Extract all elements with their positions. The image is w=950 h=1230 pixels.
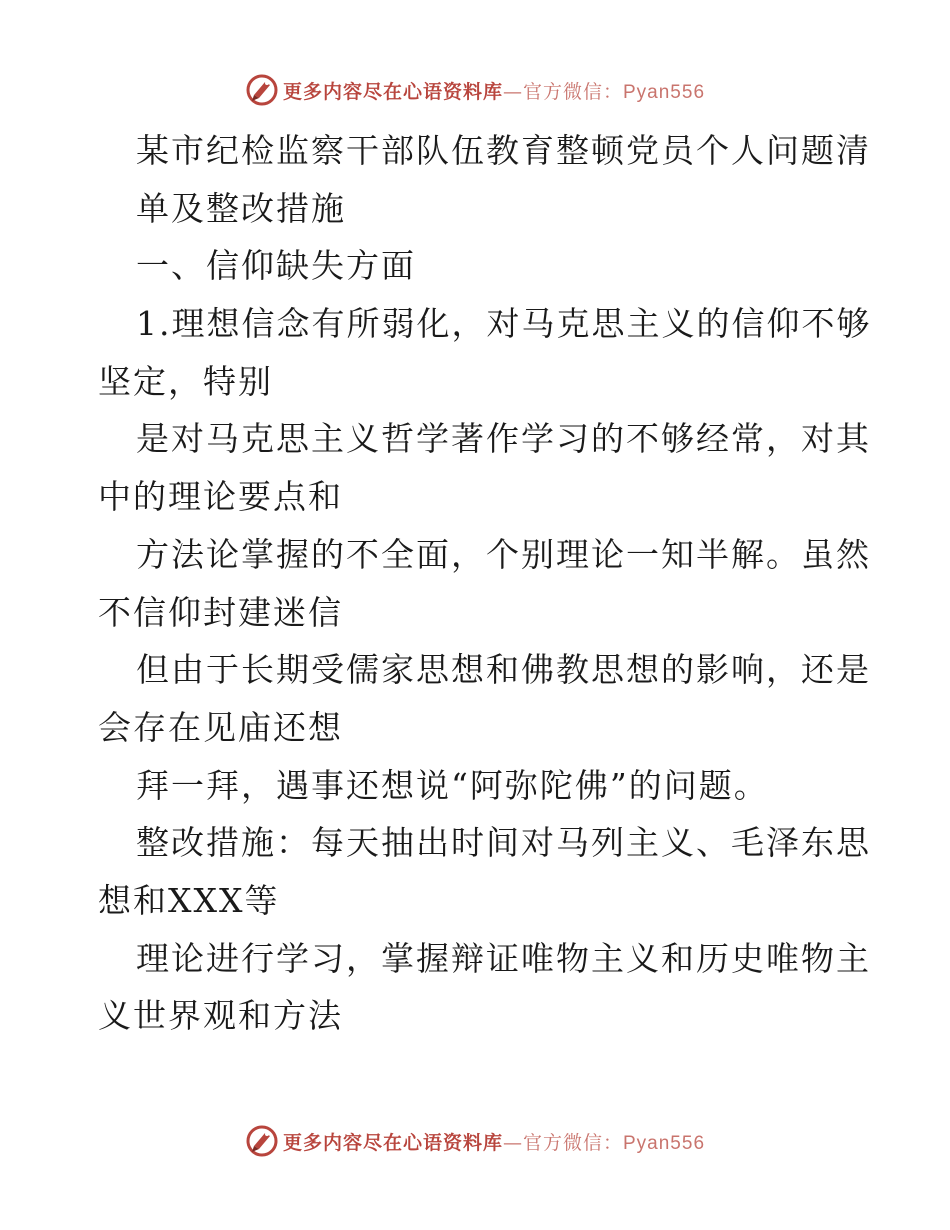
paragraph-line: 拜一拜，遇事还想说“阿弥陀佛”的问题。 xyxy=(136,765,769,805)
paragraph-line: 想和XXX等 xyxy=(98,880,280,920)
logo-icon xyxy=(245,73,279,107)
paragraph-line: 方法论掌握的不全面，个别理论一知半解。虽然 xyxy=(136,534,871,574)
header-watermark xyxy=(0,70,950,110)
watermark-separator: — xyxy=(502,80,523,103)
watermark-wechat-label: 官方微信： xyxy=(522,80,623,103)
footer-watermark xyxy=(0,1121,950,1161)
document-title-line-1: 某市纪检监察干部队伍教育整顿党员个人问题清 xyxy=(136,131,871,170)
paragraph-line: 是对马克思主义哲学著作学习的不够经常，对其 xyxy=(136,419,871,459)
document-body xyxy=(98,122,872,1045)
section-heading: 一、信仰缺失方面 xyxy=(136,246,416,286)
paragraph-line: 理论进行学习，掌握辩证唯物主义和历史唯物主 xyxy=(136,938,871,978)
watermark-separator: — xyxy=(502,1131,523,1154)
watermark-main-text: 更多内容尽在心语资料库 xyxy=(282,1131,503,1154)
watermark-wechat-label: 官方微信： xyxy=(522,1131,623,1154)
paragraph-line: 整改措施：每天抽出时间对马列主义、毛泽东思 xyxy=(136,823,871,863)
watermark-wechat-id: Pyan556 xyxy=(623,81,706,103)
paragraph-line: 不信仰封建迷信 xyxy=(98,592,343,632)
paragraph-line: 会存在见庙还想 xyxy=(98,707,343,747)
paragraph-line: 1.理想信念有所弱化，对马克思主义的信仰不够 xyxy=(136,304,872,344)
paragraph-line: 中的理论要点和 xyxy=(98,477,343,517)
paragraph-line: 坚定，特别 xyxy=(98,361,273,401)
paragraph-line: 但由于长期受儒家思想和佛教思想的影响，还是 xyxy=(136,650,871,690)
document-title-line-2: 单及整改措施 xyxy=(136,188,346,228)
watermark-main-text: 更多内容尽在心语资料库 xyxy=(282,80,503,103)
logo-icon xyxy=(245,1124,279,1158)
watermark-wechat-id: Pyan556 xyxy=(623,1132,706,1154)
paragraph-line: 义世界观和方法 xyxy=(98,996,343,1036)
